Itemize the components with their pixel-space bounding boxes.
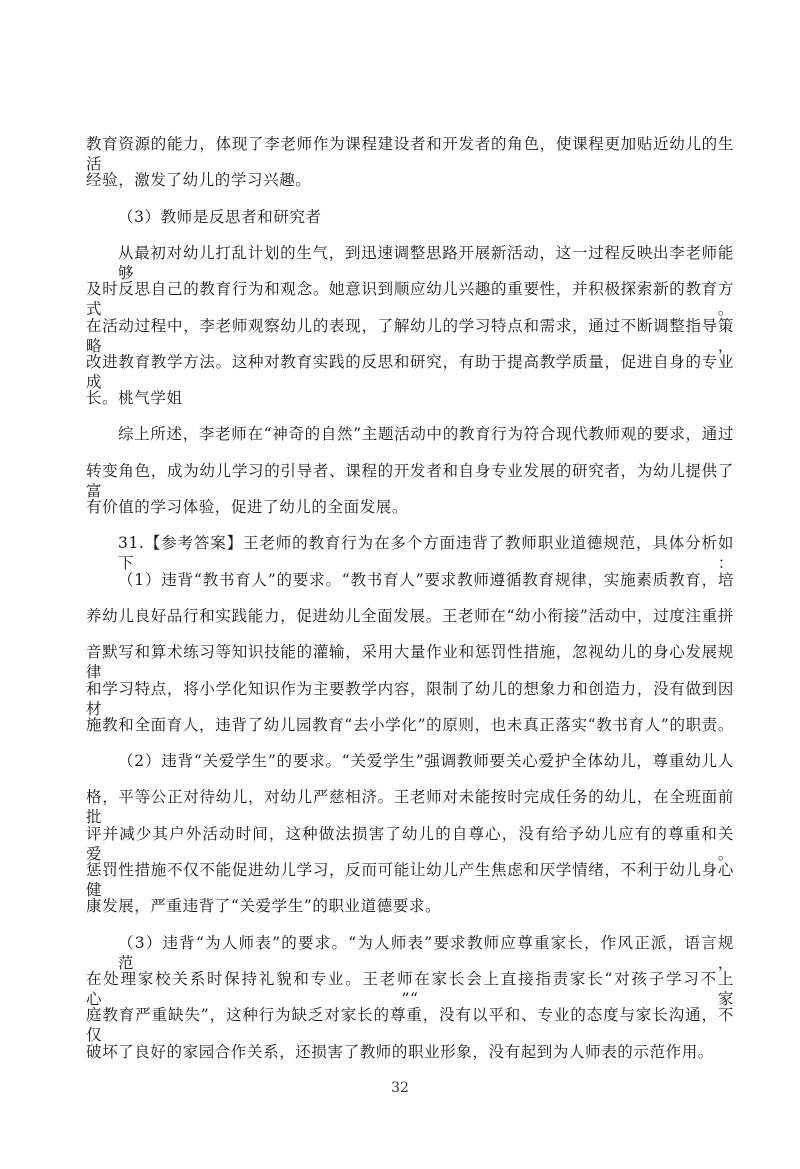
text-line: 庭教育严重缺失”，这种行为缺乏对家长的尊重，没有以平和、专业的态度与家长沟通，不仅: [86, 1006, 734, 1045]
text-line: 格，平等公正对待幼儿，对幼儿严慈相济。王老师对未能按时完成任务的幼儿，在全班面前批: [86, 788, 734, 827]
text-line: 有价值的学习体验，促进了幼儿的全面发展。: [86, 498, 409, 516]
text-line: 改进教育教学方法。这种对教育实践的反思和研究，有助于提高教学质量，促进自身的专业成: [86, 352, 734, 391]
text-line: 综上所述，李老师在“神奇的自然”主题活动中的教育行为符合现代教师观的要求，通过: [118, 425, 734, 444]
text-line: 破坏了良好的家园合作关系，还损害了教师的职业形象，没有起到为人师表的示范作用。: [86, 1042, 714, 1061]
text-line: 康发展，严重违背了“关爱学生”的职业道德要求。: [86, 897, 442, 916]
text-line: （3）违背“为人师表”的要求。“为人师表”要求教师应尊重家长，作风正派，语言规范，: [118, 933, 734, 972]
text-line: 从最初对幼儿打乱计划的生气，到迅速调整思路开展新活动，这一过程反映出李老师能够: [118, 243, 734, 282]
text-line: 评并减少其户外活动时间，这种做法损害了幼儿的自尊心，没有给予幼儿应有的尊重和关爱。: [86, 824, 734, 863]
text-line: 在处理家校关系时保持礼貌和专业。王老师在家长会上直接指责家长“对孩子学习不上心”“家: [86, 969, 734, 1008]
text-line: 教育资源的能力，体现了李老师作为课程建设者和开发者的角色，使课程更加贴近幼儿的生活: [86, 135, 734, 173]
text-line: 施教和全面育人，违背了幼儿园教育“去小学化”的原则，也未真正落实“教书育人”的职责。: [86, 715, 734, 734]
text-line: 及时反思自己的教育行为和观念。她意识到顺应幼儿兴趣的重要性，并积极探索新的教育方式。: [86, 280, 734, 319]
text-line: 经验，激发了幼儿的学习兴趣。: [86, 171, 312, 190]
text-line: 养幼儿良好品行和实践能力，促进幼儿全面发展。王老师在“幼小衔接”活动中，过度注重拼: [86, 606, 734, 625]
page-number: 32: [391, 1080, 409, 1096]
text-line: 在活动过程中，李老师观察幼儿的表现，了解幼儿的学习特点和需求，通过不断调整指导策略，: [86, 316, 734, 355]
text-line: （1）违背“教书育人”的要求。“教书育人”要求教师遵循教育规律，实施素质教育，培: [118, 570, 734, 589]
text-line: 音默写和算术练习等知识技能的灌输，采用大量作业和惩罚性措施，忽视幼儿的身心发展规律: [86, 643, 734, 682]
text-line: 惩罚性措施不仅不能促进幼儿学习，反而可能让幼儿产生焦虑和厌学情绪，不利于幼儿身心健: [86, 861, 734, 899]
section-heading: （3）教师是反思者和研究者: [118, 207, 322, 226]
text-line: 转变角色，成为幼儿学习的引导者、课程的开发者和自身专业发展的研究者，为幼儿提供了富: [86, 461, 734, 500]
answer-heading: 31.【参考答案】王老师的教育行为在多个方面违背了教师职业道德规范，具体分析如下：: [118, 534, 734, 573]
text-line: （2）违背“关爱学生”的要求。“关爱学生”强调教师要关心爱护全体幼儿，尊重幼儿人: [118, 752, 734, 771]
text-line: 和学习特点，将小学化知识作为主要教学内容，限制了幼儿的想象力和创造力，没有做到因材: [86, 679, 734, 718]
text-line: 长。桃气学姐: [86, 389, 183, 408]
